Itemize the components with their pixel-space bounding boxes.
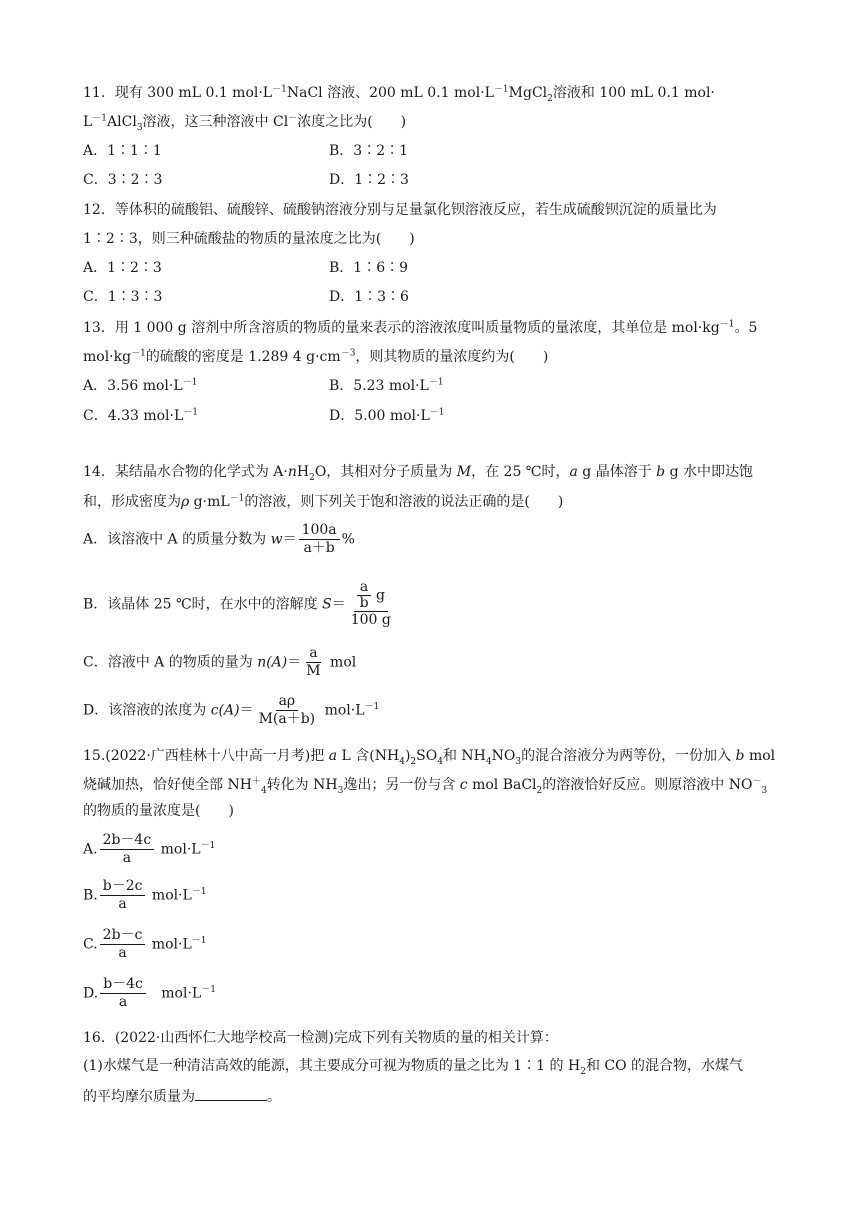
q13-option-a[interactable]: A．3.56 $mol\cdot L^{-1}$ — [83, 377, 198, 394]
q15-option-d[interactable]: D. $\frac{b-4c}{a}$ $mol\cdot L^{-1}$ — [83, 976, 216, 1010]
q11-stem-line2: $L^{-1}AlCl_3$溶液，这三种溶液中 Cl－浓度之比为( ) — [83, 113, 407, 133]
q15-stem-line3: 的物质的量浓度是( ) — [83, 803, 234, 819]
q14-option-a[interactable]: A．该溶液中 A 的质量分数为 w＝ $\frac{100a}{a+b}$ % — [83, 522, 355, 556]
q11-option-c[interactable]: C．3∶2∶3 — [83, 172, 163, 188]
q12-option-d[interactable]: D．1∶3∶6 — [329, 289, 409, 305]
q14-option-c[interactable]: C．溶液中 A 的物质的量为 n(A)＝ $\frac{a}{M}$ mol — [83, 645, 357, 679]
q15-stem-line1: 15.(2022·广西桂林十八中高一月考)把 a L 含$(NH_4)_2SO_4$和 $NH_4NO_3$的混合溶液分为两等份，一份加入 b mol — [83, 748, 776, 767]
fraction: $\frac{a}{M}$ — [306, 645, 321, 679]
q15-option-c[interactable]: C. $\frac{2b-c}{a}$ $mol\cdot L^{-1}$ — [83, 927, 207, 961]
q11-option-d[interactable]: D．1∶2∶3 — [329, 172, 409, 188]
answer-blank[interactable] — [195, 1086, 267, 1101]
q16-part1-line1: (1)水煤气是一种清洁高效的能源，其主要成分可视为物质的量之比为 1∶1 的 $H_2$和 CO 的混合物，水煤气 — [83, 1058, 744, 1077]
fraction: $\frac{b-4c}{a}$ — [100, 976, 146, 1011]
fraction: $\frac{b-2c}{a}$ — [100, 878, 146, 913]
q13-option-d[interactable]: D．5.00 $mol\cdot L^{-1}$ — [329, 407, 445, 424]
q14-option-d[interactable]: D．该溶液的浓度为 c(A)＝ $\frac{a\rho}{M(a+b)}$ $mol\cdot L^{-1}$ — [83, 693, 380, 727]
q16-stem: 16．(2022·山西怀仁大地学校高一检测)完成下列有关物质的量的相关计算： — [83, 1030, 558, 1046]
q13-option-c[interactable]: C．4.33 $mol\cdot L^{-1}$ — [83, 407, 198, 424]
q12-option-c[interactable]: C．1∶3∶3 — [83, 289, 163, 305]
q15-stem-line2: 烧碱加热，恰好使全部 $NH^+_4$转化为 $NH_3$逸出；另一份与含 c mol BaCl$_2$的溶液恰好反应。则原溶液中 $NO^-_3$ — [83, 776, 768, 796]
fraction: $\frac{100a}{a+b}$ — [299, 522, 340, 557]
q11-option-b[interactable]: B．3∶2∶1 — [329, 143, 409, 159]
q14-stem-line2: 和，形成密度为ρ $g\cdot mL^{-1}$的溶液，则下列关于饱和溶液的说法正确的是( ) — [83, 493, 564, 510]
fraction: $\frac{2b-c}{a}$ — [100, 927, 146, 962]
q14-stem-line1: 14．某结晶水合物的化学式为 $A\cdot nH_2O$，其相对分子质量为 M，在 25 ℃时，a g 晶体溶于 b g 水中即达饱 — [83, 464, 753, 483]
q12-stem-line1: 12．等体积的硫酸铝、硫酸锌、硫酸钠溶液分别与足量氯化钡溶液反应，若生成硫酸钡沉淀的质量比为 — [83, 202, 717, 218]
fraction: $\frac{a\rho}{M(a+b)}$ — [258, 693, 316, 727]
fraction: $\frac{a}{b}$ g 100 g — [350, 579, 391, 628]
q13-option-b[interactable]: B．5.23 $mol\cdot L^{-1}$ — [329, 377, 444, 394]
q12-stem-line2: 1∶2∶3，则三种硫酸盐的物质的量浓度之比为( ) — [83, 231, 415, 247]
q11-stem-line1: 11．现有 300 mL 0.1 $mol\cdot L^{-1}NaCl$ 溶液、200 mL 0.1 $mol\cdot L^{-1}MgCl_2$溶液和 100 mL 0.1 mol· — [83, 84, 715, 104]
q13-stem-line2: $mol\cdot kg^{-1}$的硫酸的密度是 1.289 4 $g\cdot cm^{-3}$，则其物质的量浓度约为( ) — [83, 348, 549, 365]
q15-option-b[interactable]: B. $\frac{b-2c}{a}$ $mol\cdot L^{-1}$ — [83, 878, 207, 912]
q12-option-b[interactable]: B．1∶6∶9 — [329, 260, 409, 276]
q14-option-b[interactable]: B．该晶体 25 ℃时，在水中的溶解度 S＝ $\frac{a}{b}$ g 100 g — [83, 580, 396, 629]
q16-part1-line2: 的平均摩尔质量为 。 — [83, 1086, 281, 1107]
fraction: $\frac{2b-4c}{a}$ — [100, 832, 155, 867]
q12-option-a[interactable]: A．1∶2∶3 — [83, 260, 162, 276]
q11-option-a[interactable]: A．1∶1∶1 — [83, 143, 162, 159]
q13-stem-line1: 13．用 1 000 g 溶剂中所含溶质的物质的量来表示的溶液浓度叫质量物质的量浓度，其单位是 $mol\cdot kg^{-1}$。5 — [83, 319, 758, 336]
q15-option-a[interactable]: A. $\frac{2b-4c}{a}$ $mol\cdot L^{-1}$ — [83, 832, 216, 866]
